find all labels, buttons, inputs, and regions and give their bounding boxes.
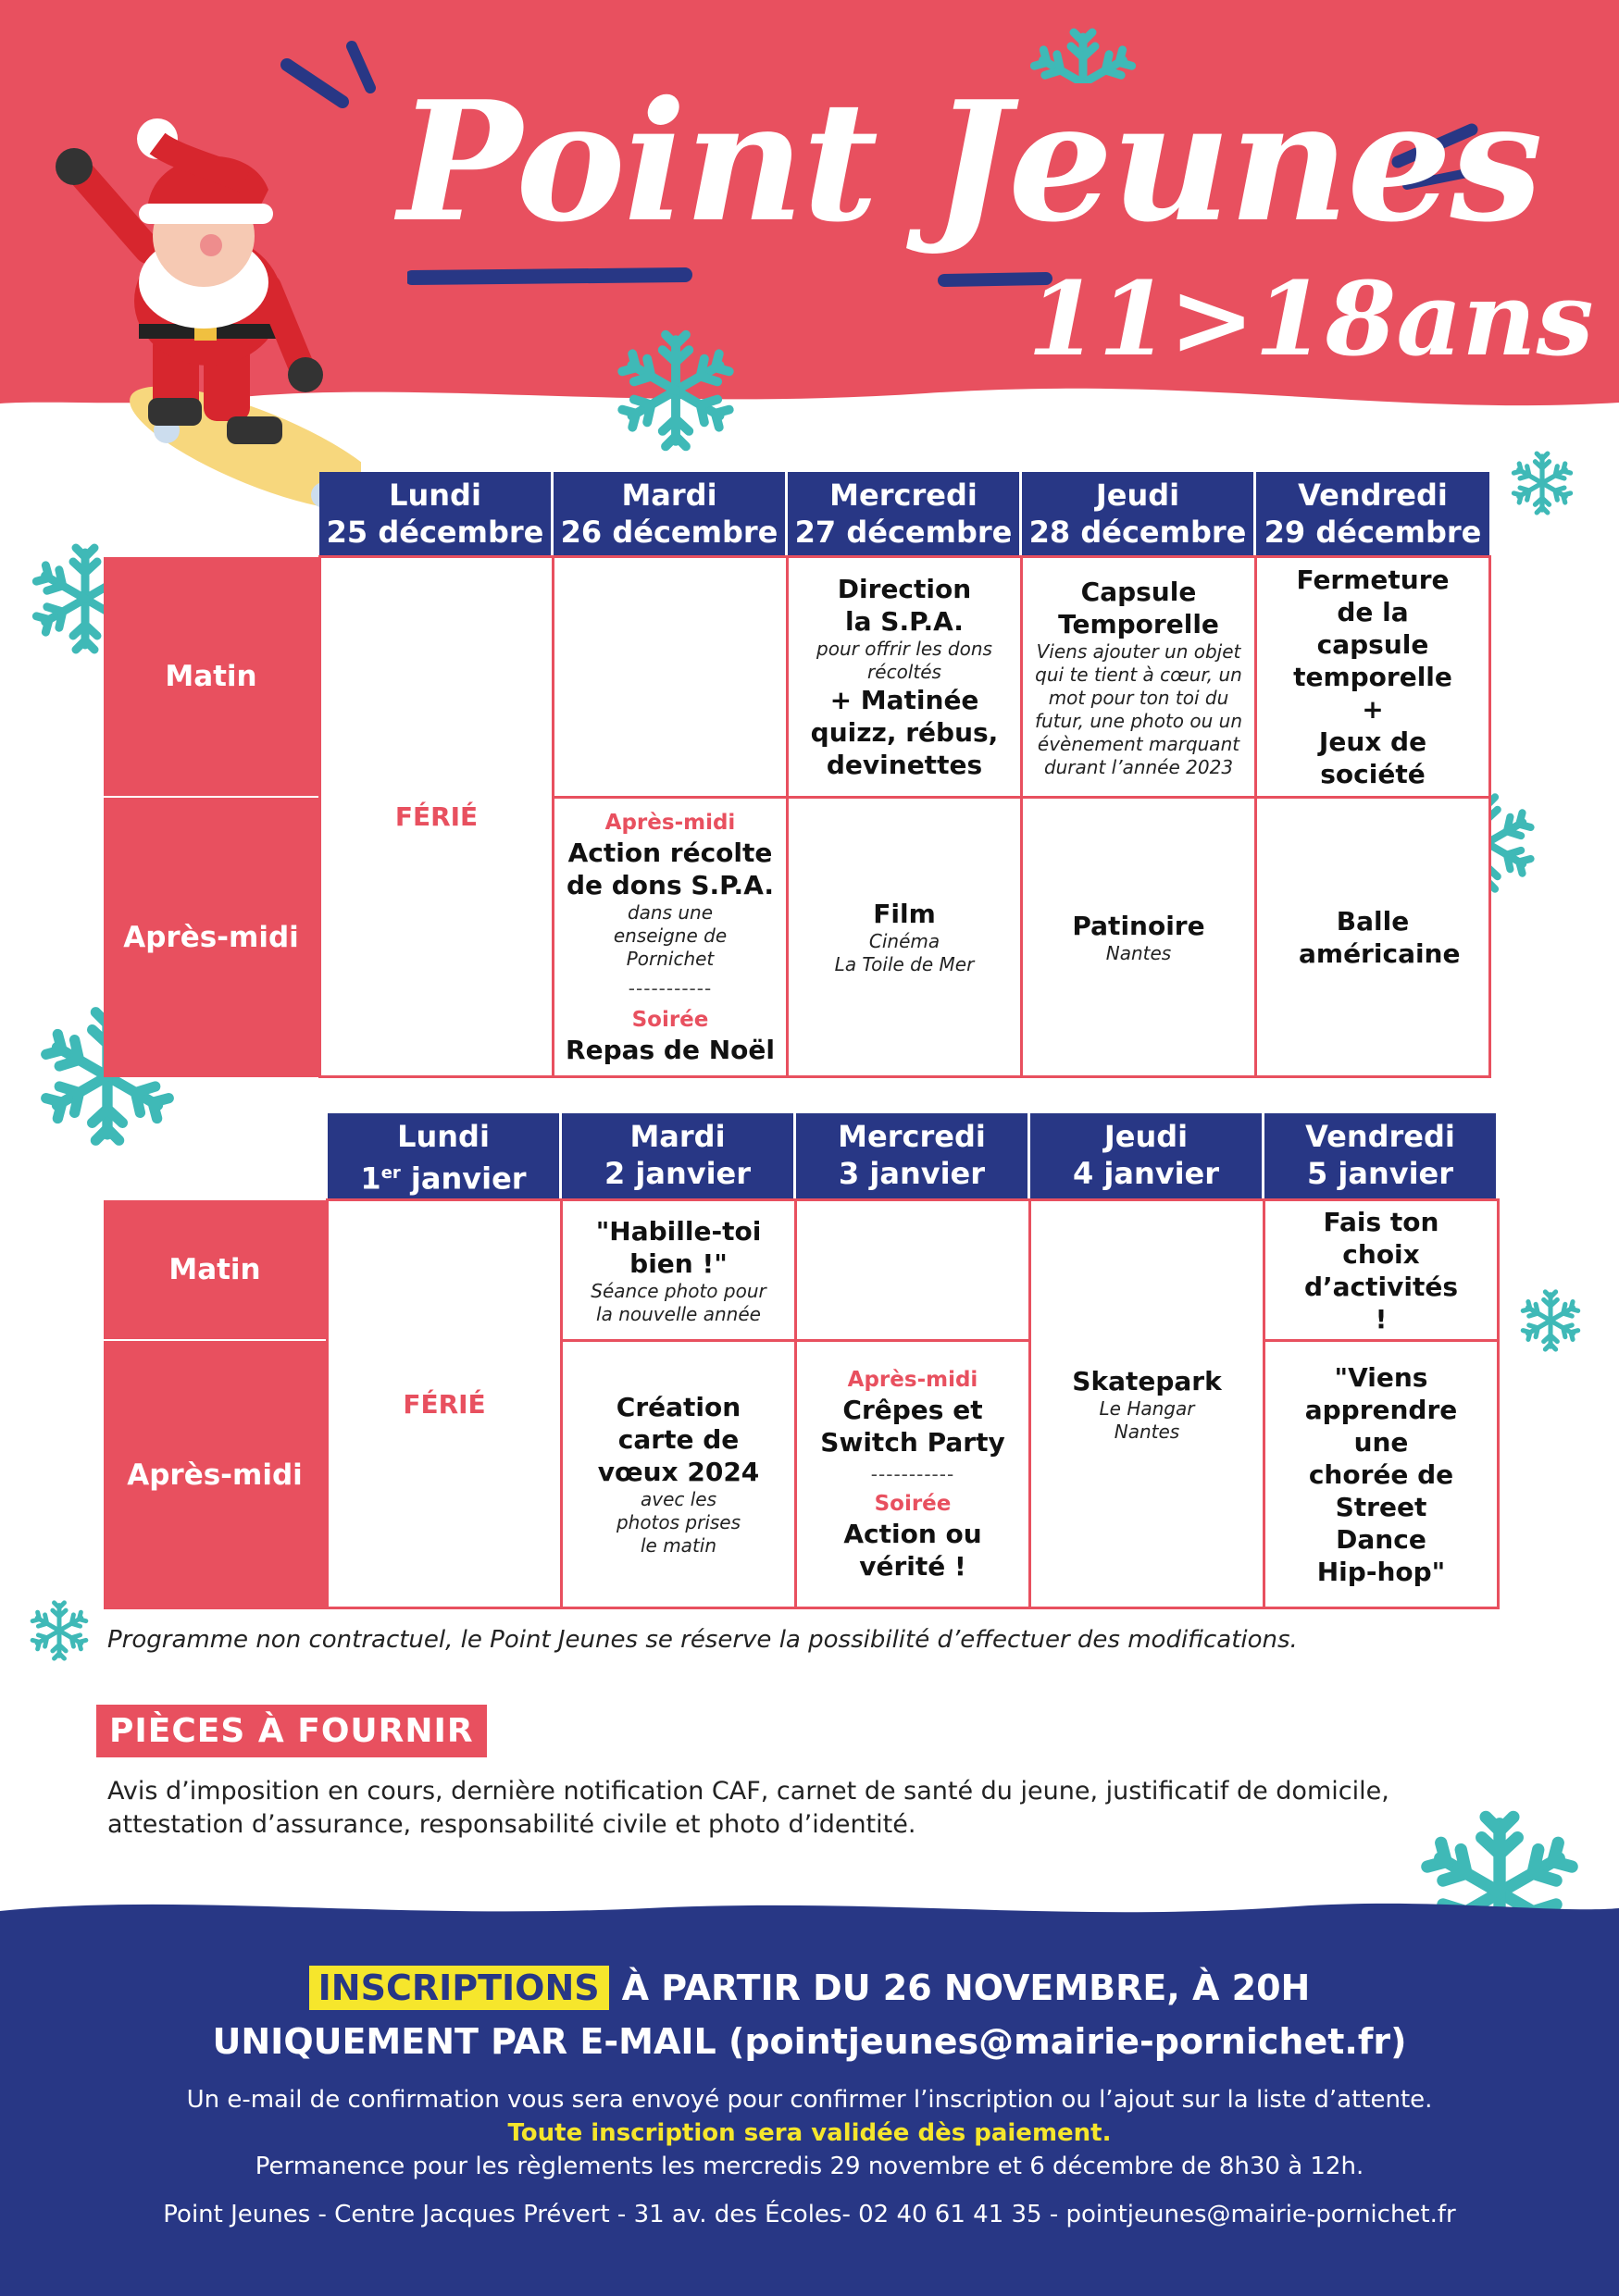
day-date: 29 décembre — [1264, 515, 1482, 550]
period-tag: Après-midi — [847, 1368, 978, 1392]
activity-note: avec les photos prises le matin — [616, 1488, 741, 1557]
contact-line: Point Jeunes - Centre Jacques Prévert - 31 av. des Écoles- 02 40 61 41 35 - pointjeunes@mairie-pornichet.fr — [163, 2201, 1456, 2228]
day-name: Mercredi — [838, 1119, 986, 1154]
activity-plus: + — [1362, 694, 1384, 725]
day-name: Lundi — [397, 1119, 490, 1154]
snowflake-icon — [613, 328, 739, 453]
snowflake-icon — [1027, 0, 1139, 83]
day-date: 27 décembre — [794, 515, 1013, 550]
row-header-apres-midi: Après-midi — [104, 798, 318, 1077]
day-date: 25 décembre — [326, 515, 544, 550]
cell-friday-afternoon — [1263, 1339, 1500, 1609]
cell-tuesday-morning — [552, 555, 789, 799]
day-name: Vendredi — [1298, 478, 1448, 513]
cell-thursday-afternoon — [1020, 796, 1257, 1078]
separator: ----------- — [870, 1463, 955, 1485]
cell-thursday-allday — [1028, 1198, 1265, 1609]
period-tag: Soirée — [874, 1492, 952, 1516]
confirmation-text: Un e-mail de confirmation vous sera envoyé pour confirmer l’inscription ou l’ajout sur la liste d’attente. — [186, 2086, 1433, 2114]
activity-title: Action ou vérité ! — [843, 1519, 982, 1582]
cell-friday-afternoon — [1254, 796, 1491, 1078]
day-header — [1030, 1113, 1262, 1198]
day-name: Jeudi — [1103, 1119, 1189, 1154]
email-only-line: UNIQUEMENT PAR E-MAIL (pointjeunes@mairie-pornichet.fr) — [212, 2021, 1407, 2062]
activity-title: Skatepark — [1072, 1365, 1222, 1396]
cell-wednesday-afternoon — [794, 1339, 1031, 1609]
activity-extra: + Matinée quizz, rébus, devinettes — [810, 685, 999, 780]
separator: ----------- — [628, 976, 713, 999]
activity-note: Viens ajouter un objet qui te tient à cœur, un mot pour ton toi du futur, une photo ou un évènement marquant durant l’année 2023 — [1034, 639, 1242, 778]
cell-wednesday-morning — [794, 1198, 1031, 1342]
cell-monday-ferie — [318, 555, 554, 1078]
activity-note: Nantes — [1105, 941, 1172, 964]
cell-friday-morning — [1263, 1198, 1500, 1342]
inscriptions-badge: INSCRIPTIONS — [309, 1966, 609, 2010]
period-tag: Après-midi — [604, 810, 736, 835]
day-name: Jeudi — [1095, 478, 1180, 513]
cell-thursday-morning — [1020, 555, 1257, 799]
activity-title: "Viens apprendre une chorée de Street Dance Hip-hop" — [1304, 1361, 1458, 1587]
pieces-text: Avis d’imposition en cours, dernière notification CAF, carnet de santé du jeune, justificatif de domicile, attestation d’assurance, responsabilité civile et photo d’identité. — [107, 1777, 1389, 1839]
day-header — [788, 472, 1019, 557]
activity-note: Nantes — [1114, 1420, 1180, 1443]
snowflake-icon — [28, 1599, 91, 1662]
activity-title: Action récolte de dons S.P.A. — [566, 837, 775, 900]
day-name: Lundi — [389, 478, 481, 513]
cell-wednesday-afternoon — [786, 796, 1023, 1078]
inscriptions-line — [0, 1967, 1619, 2008]
title-underline — [407, 264, 1055, 292]
day-header — [562, 1113, 793, 1198]
day-header — [1264, 1113, 1496, 1198]
activity-extra: Jeux de société — [1318, 726, 1427, 789]
day-header — [319, 472, 551, 557]
activity-title: Repas de Noël — [566, 1034, 775, 1065]
activity-title: Patinoire — [1072, 910, 1205, 941]
row-header-matin: Matin — [104, 557, 318, 796]
disclaimer-text: Programme non contractuel, le Point Jeunes se réserve la possibilité d’effectuer des modifications. — [107, 1626, 1298, 1654]
day-name: Vendredi — [1305, 1119, 1455, 1154]
activity-title: Capsule Temporelle — [1058, 576, 1219, 639]
cell-tuesday-morning — [560, 1198, 797, 1342]
date-month: janvier — [400, 1160, 527, 1197]
activity-note: Cinéma — [868, 930, 940, 952]
validation-text: Toute inscription sera validée dès paiement. — [507, 2119, 1112, 2147]
cell-tuesday-afternoon — [560, 1339, 797, 1609]
day-date: 3 janvier — [838, 1156, 986, 1191]
pieces-heading: PIÈCES À FOURNIR — [96, 1705, 487, 1757]
day-header — [554, 472, 785, 557]
snowflake-icon — [1518, 1288, 1583, 1353]
page-title: Point Jeunes — [398, 65, 1541, 258]
day-name: Mercredi — [829, 478, 978, 513]
inscriptions-date: À PARTIR DU 26 NOVEMBRE, À 20H — [621, 1967, 1311, 2008]
activity-note: dans une enseigne de Pornichet — [613, 900, 728, 970]
day-date: 26 décembre — [560, 515, 778, 550]
cell-tuesday-afternoon — [552, 796, 789, 1078]
activity-note: La Toile de Mer — [834, 953, 975, 975]
date-ordinal: er — [380, 1163, 401, 1183]
day-date: 5 janvier — [1306, 1156, 1454, 1191]
cell-monday-ferie — [326, 1198, 563, 1609]
cell-wednesday-morning — [786, 555, 1023, 799]
age-range-title: 11>18ans — [1027, 259, 1594, 379]
activity-note: Séance photo pour la nouvelle année — [591, 1279, 766, 1325]
row-header-apres-midi: Après-midi — [104, 1341, 326, 1609]
activity-title: Crêpes et Switch Party — [820, 1395, 1005, 1458]
snowflake-icon — [1509, 450, 1575, 516]
ferie-label: FÉRIÉ — [403, 1388, 486, 1420]
activity-title: Balle américaine — [1299, 905, 1461, 969]
activity-title: Direction la S.P.A. — [837, 574, 972, 637]
day-date — [328, 1155, 559, 1198]
row-header-matin: Matin — [104, 1200, 326, 1339]
day-date: 28 décembre — [1028, 515, 1247, 550]
day-name: Mardi — [629, 1119, 726, 1154]
day-header — [328, 1113, 559, 1198]
activity-title: "Habille-toi bien !" — [595, 1215, 762, 1279]
activity-note: Le Hangar — [1099, 1396, 1195, 1420]
day-date: 4 janvier — [1072, 1156, 1220, 1191]
activity-title: Création carte de vœux 2024 — [597, 1392, 760, 1487]
period-tag: Soirée — [631, 1007, 709, 1032]
day-name: Mardi — [621, 478, 717, 513]
cell-friday-morning — [1254, 555, 1491, 799]
day-date: 2 janvier — [604, 1156, 752, 1191]
day-header — [1022, 472, 1253, 557]
activity-title: Fais ton choix d’activités ! — [1303, 1206, 1459, 1334]
activity-title: Fermeture de la capsule temporelle — [1293, 565, 1452, 692]
activity-note: pour offrir les dons récoltés — [816, 638, 992, 683]
ferie-label: FÉRIÉ — [394, 801, 479, 832]
day-header — [796, 1113, 1027, 1198]
permanence-text: Permanence pour les règlements les mercredis 29 novembre et 6 décembre de 8h30 à 12h. — [255, 2153, 1364, 2180]
date-number: 1 — [360, 1160, 381, 1197]
santa-skateboard-illustration — [46, 102, 361, 527]
activity-title: Film — [873, 899, 936, 929]
day-header — [1256, 472, 1489, 557]
